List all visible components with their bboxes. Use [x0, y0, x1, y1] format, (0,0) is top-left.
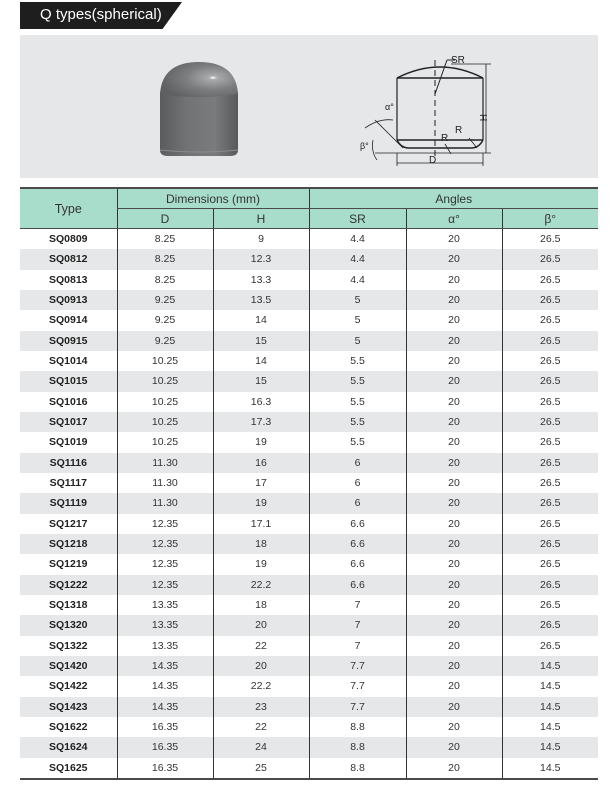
table-row — [20, 636, 598, 656]
d-cell: 9.25 — [117, 290, 213, 310]
sr-cell: 7 — [309, 615, 406, 635]
beta-cell: 26.5 — [502, 514, 598, 534]
table-row — [20, 310, 598, 330]
table-row — [20, 656, 598, 676]
beta-cell: 26.5 — [502, 351, 598, 371]
sr-cell: 4.4 — [309, 249, 406, 269]
sr-cell: 5.5 — [309, 392, 406, 412]
d-cell: 9.25 — [117, 310, 213, 330]
sr-cell: 4.4 — [309, 270, 406, 290]
sr-cell: 7.7 — [309, 656, 406, 676]
alpha-cell: 20 — [406, 290, 502, 310]
sr-cell: 4.4 — [309, 229, 406, 250]
alpha-cell: 20 — [406, 636, 502, 656]
table-row — [20, 351, 598, 371]
table-row — [20, 412, 598, 432]
beta-cell: 26.5 — [502, 473, 598, 493]
header-sr: SR — [309, 209, 406, 229]
type-cell: SQ1320 — [20, 615, 117, 635]
alpha-cell: 20 — [406, 270, 502, 290]
sr-cell: 6.6 — [309, 534, 406, 554]
h-cell: 23 — [213, 697, 309, 717]
beta-cell: 26.5 — [502, 290, 598, 310]
type-cell: SQ1014 — [48, 355, 88, 368]
sr-cell: 6.6 — [309, 575, 406, 595]
h-cell: 13.3 — [213, 270, 309, 290]
d-cell: 13.35 — [117, 636, 213, 656]
h-cell: 9 — [213, 229, 309, 250]
sr-cell: 5.5 — [309, 432, 406, 452]
table-row — [20, 595, 598, 615]
header-dimensions: Dimensions (mm) — [117, 188, 309, 209]
h-cell: 17 — [213, 473, 309, 493]
h-cell: 22 — [213, 636, 309, 656]
d-cell: 12.35 — [117, 575, 213, 595]
d-cell: 16.35 — [117, 717, 213, 737]
label-sr: SR — [451, 55, 465, 66]
beta-cell: 26.5 — [502, 412, 598, 432]
section-title: Q types(spherical) — [40, 6, 162, 23]
type-cell: SQ0813 — [48, 273, 88, 286]
beta-cell: 26.5 — [502, 615, 598, 635]
d-cell: 10.25 — [117, 412, 213, 432]
label-alpha: α° — [385, 102, 394, 112]
alpha-cell: 20 — [406, 534, 502, 554]
d-cell: 12.35 — [117, 554, 213, 574]
beta-cell: 26.5 — [502, 310, 598, 330]
label-r1: R — [441, 133, 449, 144]
table-row — [20, 575, 598, 595]
alpha-cell: 20 — [406, 331, 502, 351]
h-cell: 16 — [213, 453, 309, 473]
type-cell: SQ1423 — [20, 697, 117, 717]
h-cell: 20 — [213, 656, 309, 676]
sr-cell: 5.5 — [309, 371, 406, 391]
h-cell: 22.2 — [213, 575, 309, 595]
d-cell: 12.35 — [117, 534, 213, 554]
alpha-cell: 20 — [406, 493, 502, 513]
beta-cell: 26.5 — [502, 371, 598, 391]
d-cell: 10.25 — [117, 392, 213, 412]
product-image — [158, 62, 240, 158]
table-row — [20, 473, 598, 493]
d-cell: 14.35 — [117, 656, 213, 676]
alpha-cell: 20 — [406, 392, 502, 412]
sr-cell: 7 — [309, 636, 406, 656]
table-row — [20, 554, 598, 574]
alpha-cell: 20 — [406, 453, 502, 473]
table-row — [20, 432, 598, 452]
sr-cell: 6 — [309, 493, 406, 513]
alpha-cell: 20 — [406, 412, 502, 432]
d-cell: 8.25 — [117, 249, 213, 269]
alpha-cell: 20 — [406, 758, 502, 779]
header-angles: Angles — [309, 188, 598, 209]
h-cell: 14 — [213, 310, 309, 330]
table-row — [20, 249, 598, 269]
type-cell: SQ0812 — [20, 249, 117, 269]
d-cell: 11.30 — [117, 473, 213, 493]
type-cell: SQ1322 — [48, 639, 88, 652]
type-cell: SQ1016 — [48, 395, 88, 408]
type-cell: SQ1218 — [20, 534, 117, 554]
d-cell: 9.25 — [117, 331, 213, 351]
table-row — [20, 615, 598, 635]
type-cell: SQ0913 — [20, 290, 117, 310]
type-cell: SQ1422 — [48, 680, 88, 693]
table-row — [20, 534, 598, 554]
beta-cell: 26.5 — [502, 595, 598, 615]
alpha-cell: 20 — [406, 514, 502, 534]
table-row — [20, 737, 598, 757]
beta-cell: 14.5 — [502, 717, 598, 737]
d-cell: 16.35 — [117, 758, 213, 779]
type-cell: SQ1222 — [20, 575, 117, 595]
type-cell: SQ0915 — [20, 331, 117, 351]
h-cell: 22 — [213, 717, 309, 737]
beta-cell: 26.5 — [502, 575, 598, 595]
beta-cell: 26.5 — [502, 554, 598, 574]
header-h: H — [213, 209, 309, 229]
type-cell: SQ1017 — [20, 412, 117, 432]
sr-cell: 8.8 — [309, 737, 406, 757]
sr-cell: 5 — [309, 310, 406, 330]
sr-cell: 5 — [309, 290, 406, 310]
beta-cell: 14.5 — [502, 676, 598, 696]
alpha-cell: 20 — [406, 575, 502, 595]
label-h: H — [477, 114, 488, 122]
alpha-cell: 20 — [406, 432, 502, 452]
h-cell: 16.3 — [213, 392, 309, 412]
table-row — [20, 514, 598, 534]
type-cell: SQ0809 — [48, 233, 88, 246]
header-beta: β° — [502, 209, 598, 229]
header-alpha: α° — [406, 209, 502, 229]
h-cell: 17.3 — [213, 412, 309, 432]
sr-cell: 8.8 — [309, 758, 406, 779]
alpha-cell: 20 — [406, 473, 502, 493]
beta-cell: 14.5 — [502, 758, 598, 779]
label-beta: β° — [360, 141, 369, 151]
spec-table — [20, 187, 598, 780]
h-cell: 22.2 — [213, 676, 309, 696]
sr-cell: 6.6 — [309, 514, 406, 534]
type-cell: SQ1217 — [48, 517, 88, 530]
table-row — [20, 697, 598, 717]
beta-cell: 26.5 — [502, 331, 598, 351]
d-cell: 14.35 — [117, 697, 213, 717]
h-cell: 25 — [213, 758, 309, 779]
header-d: D — [117, 209, 213, 229]
h-cell: 19 — [213, 493, 309, 513]
d-cell: 11.30 — [117, 453, 213, 473]
table-row — [20, 453, 598, 473]
beta-cell: 26.5 — [502, 493, 598, 513]
sr-cell: 6 — [309, 453, 406, 473]
sr-cell: 5 — [309, 331, 406, 351]
table-row — [20, 758, 598, 779]
table-row — [20, 371, 598, 391]
alpha-cell: 20 — [406, 697, 502, 717]
sr-cell: 6.6 — [309, 554, 406, 574]
header-row-groups — [20, 188, 598, 209]
sr-cell: 6 — [309, 473, 406, 493]
alpha-cell: 20 — [406, 676, 502, 696]
beta-cell: 26.5 — [502, 432, 598, 452]
table-body — [20, 229, 598, 779]
alpha-cell: 20 — [406, 595, 502, 615]
sr-cell: 7.7 — [309, 697, 406, 717]
h-cell: 18 — [213, 595, 309, 615]
alpha-cell: 20 — [406, 554, 502, 574]
h-cell: 17.1 — [213, 514, 309, 534]
h-cell: 14 — [213, 351, 309, 371]
alpha-cell: 20 — [406, 615, 502, 635]
h-cell: 20 — [213, 615, 309, 635]
type-cell: SQ1420 — [20, 656, 117, 676]
label-d: D — [429, 155, 437, 166]
technical-drawing — [355, 48, 505, 170]
alpha-cell: 20 — [406, 351, 502, 371]
beta-cell: 26.5 — [502, 392, 598, 412]
type-cell: SQ1119 — [20, 493, 117, 513]
table-row — [20, 270, 598, 290]
h-cell: 24 — [213, 737, 309, 757]
alpha-cell: 20 — [406, 737, 502, 757]
sr-cell: 7.7 — [309, 676, 406, 696]
h-cell: 15 — [213, 331, 309, 351]
table-row — [20, 392, 598, 412]
beta-cell: 14.5 — [502, 737, 598, 757]
beta-cell: 26.5 — [502, 534, 598, 554]
h-cell: 15 — [213, 371, 309, 391]
beta-cell: 26.5 — [502, 249, 598, 269]
header-type: Type — [20, 188, 117, 229]
alpha-cell: 20 — [406, 249, 502, 269]
d-cell: 13.35 — [117, 615, 213, 635]
table-row — [20, 493, 598, 513]
beta-cell: 14.5 — [502, 656, 598, 676]
h-cell: 12.3 — [213, 249, 309, 269]
alpha-cell: 20 — [406, 229, 502, 250]
type-cell: SQ0914 — [48, 314, 88, 327]
table-row — [20, 290, 598, 310]
alpha-cell: 20 — [406, 371, 502, 391]
table-row — [20, 676, 598, 696]
d-cell: 14.35 — [117, 676, 213, 696]
d-cell: 11.30 — [117, 493, 213, 513]
beta-cell: 14.5 — [502, 697, 598, 717]
type-cell: SQ1015 — [20, 371, 117, 391]
sr-cell: 8.8 — [309, 717, 406, 737]
type-cell: SQ1318 — [48, 599, 88, 612]
h-cell: 18 — [213, 534, 309, 554]
d-cell: 16.35 — [117, 737, 213, 757]
type-cell: SQ1116 — [20, 453, 117, 473]
type-cell: SQ1624 — [20, 737, 117, 757]
beta-cell: 26.5 — [502, 453, 598, 473]
d-cell: 10.25 — [117, 351, 213, 371]
table-row — [20, 331, 598, 351]
d-cell: 13.35 — [117, 595, 213, 615]
type-cell: SQ1117 — [49, 477, 87, 490]
d-cell: 8.25 — [117, 229, 213, 250]
d-cell: 12.35 — [117, 514, 213, 534]
beta-cell: 26.5 — [502, 270, 598, 290]
h-cell: 13.5 — [213, 290, 309, 310]
h-cell: 19 — [213, 554, 309, 574]
label-r2: R — [455, 125, 463, 136]
figure-panel — [20, 35, 598, 178]
type-cell: SQ1019 — [48, 436, 88, 449]
alpha-cell: 20 — [406, 656, 502, 676]
sr-cell: 5.5 — [309, 351, 406, 371]
type-cell: SQ1625 — [20, 758, 117, 779]
type-cell: SQ1622 — [48, 721, 88, 734]
d-cell: 10.25 — [117, 432, 213, 452]
alpha-cell: 20 — [406, 310, 502, 330]
d-cell: 8.25 — [117, 270, 213, 290]
table-row — [20, 717, 598, 737]
h-cell: 19 — [213, 432, 309, 452]
d-cell: 10.25 — [117, 371, 213, 391]
beta-cell: 26.5 — [502, 636, 598, 656]
table-row — [20, 229, 598, 250]
sr-cell: 7 — [309, 595, 406, 615]
sr-cell: 5.5 — [309, 412, 406, 432]
beta-cell: 26.5 — [502, 229, 598, 250]
alpha-cell: 20 — [406, 717, 502, 737]
type-cell: SQ1219 — [48, 558, 88, 571]
